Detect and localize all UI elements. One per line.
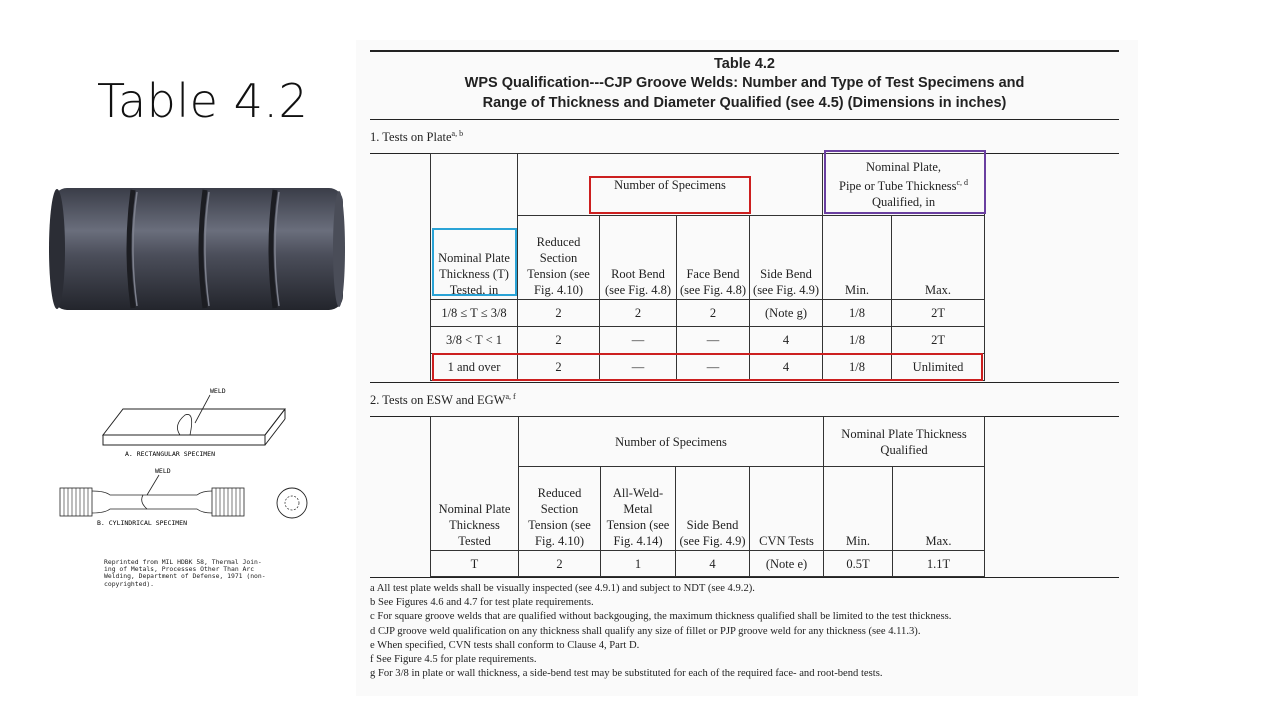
weld-label-1: WELD	[210, 387, 226, 395]
plate-group-nominal: Nominal Plate, Pipe or Tube Thickness$^{c, d}$ Qualified, in	[823, 154, 985, 216]
esw-header-cvn: CVN Tests	[750, 467, 824, 551]
reprint-note: Reprinted from MIL HDBK 58, Thermal Join- ing of Metals, Processes Other Than Arc Welding, Department of Defense, 1971 (non- copyrighted).	[104, 558, 266, 588]
esw-header-all-weld-metal: All-Weld-Metal Tension (see Fig. 4.14)	[601, 467, 676, 551]
code-table-document	[356, 40, 1138, 696]
plate-header-side-bend: Side Bend (see Fig. 4.9)	[750, 216, 823, 300]
footnote: g For 3/8 in plate or wall thickness, a side-bend test may be substituted for each of the required face- and root-bend tests.	[370, 668, 883, 680]
plate-header-corner	[431, 154, 518, 216]
table-row: 1/8 ≤ T ≤ 3/8 2 2 2 (Note g) 1/8 2T	[431, 300, 985, 327]
footnote: e When specified, CVN tests shall conform to Clause 4, Part D.	[370, 639, 640, 651]
plate-group-specimens: Number of Specimens	[518, 154, 823, 216]
section2-title: 2. Tests on ESW and EGW$^{a, f}$	[370, 392, 516, 408]
slide-title: Table 4.2	[97, 74, 309, 128]
table-heading-line1: WPS Qualification---CJP Groove Welds: Number and Type of Test Specimens and	[464, 75, 1025, 91]
plate-header-max: Max.	[892, 216, 985, 300]
footnote: d CJP groove weld qualification on any thickness shall qualify any size of fillet or PJP groove weld for any thickness (see 4.11.3).	[370, 625, 921, 637]
highlight-number-of-specimens	[589, 176, 751, 214]
esw-header-corner	[431, 417, 519, 467]
plate-header-face-bend: Face Bend (see Fig. 4.8)	[677, 216, 750, 300]
specimen-photo	[43, 180, 353, 320]
esw-header-tension: Reduced Section Tension (see Fig. 4.10)	[519, 467, 601, 551]
highlight-thickness-qualified	[824, 150, 986, 214]
esw-group-specimens: Number of Specimens	[519, 417, 824, 467]
weld-label-2: WELD	[155, 467, 171, 475]
footnote: f See Figure 4.5 for plate requirements.	[370, 654, 537, 666]
footnote: c For square groove welds that are qualified without backgouging, the maximum thickness qualified shall be limited to the test thickness.	[370, 611, 952, 623]
caption-cylindrical: B. CYLINDRICAL SPECIMEN	[97, 519, 188, 527]
table-row: 1 and over 2 — — 4 1/8 Unlimited	[431, 354, 985, 381]
caption-rectangular: A. RECTANGULAR SPECIMEN	[125, 450, 216, 458]
plate-header-root-bend: Root Bend (see Fig. 4.8)	[600, 216, 677, 300]
esw-egw-tests-table	[430, 416, 985, 577]
esw-group-nominal: Nominal Plate Thickness Qualified	[824, 417, 985, 467]
footnote: b See Figures 4.6 and 4.7 for test plate requirements.	[370, 597, 594, 609]
plate-header-thickness: Nominal Plate Thickness (T) Tested, in	[431, 216, 518, 300]
footnote: a All test plate welds shall be visually inspected (see 4.9.1) and subject to NDT (see 4.9.2).	[370, 583, 755, 594]
esw-header-max: Max.	[893, 467, 985, 551]
plate-header-min: Min.	[823, 216, 892, 300]
table-row: 3/8 < T < 1 2 — — 4 1/8 2T	[431, 327, 985, 354]
table-row: T 2 1 4 (Note e) 0.5T 1.1T	[431, 551, 985, 577]
table-footnotes	[370, 582, 1130, 681]
highlight-one-and-over-row	[432, 353, 983, 381]
table-label: Table 4.2	[714, 56, 775, 72]
esw-header-thickness: Nominal Plate Thickness Tested	[431, 467, 519, 551]
section1-title: 1. Tests on Plate$^{a, b}$	[370, 129, 464, 145]
esw-header-min: Min.	[824, 467, 893, 551]
highlight-thickness-tested	[432, 228, 517, 296]
esw-header-side-bend: Side Bend (see Fig. 4.9)	[676, 467, 750, 551]
table-heading-line2: Range of Thickness and Diameter Qualified (see 4.5) (Dimensions in inches)	[482, 95, 1007, 111]
plate-header-tension: Reduced Section Tension (see Fig. 4.10)	[518, 216, 600, 300]
